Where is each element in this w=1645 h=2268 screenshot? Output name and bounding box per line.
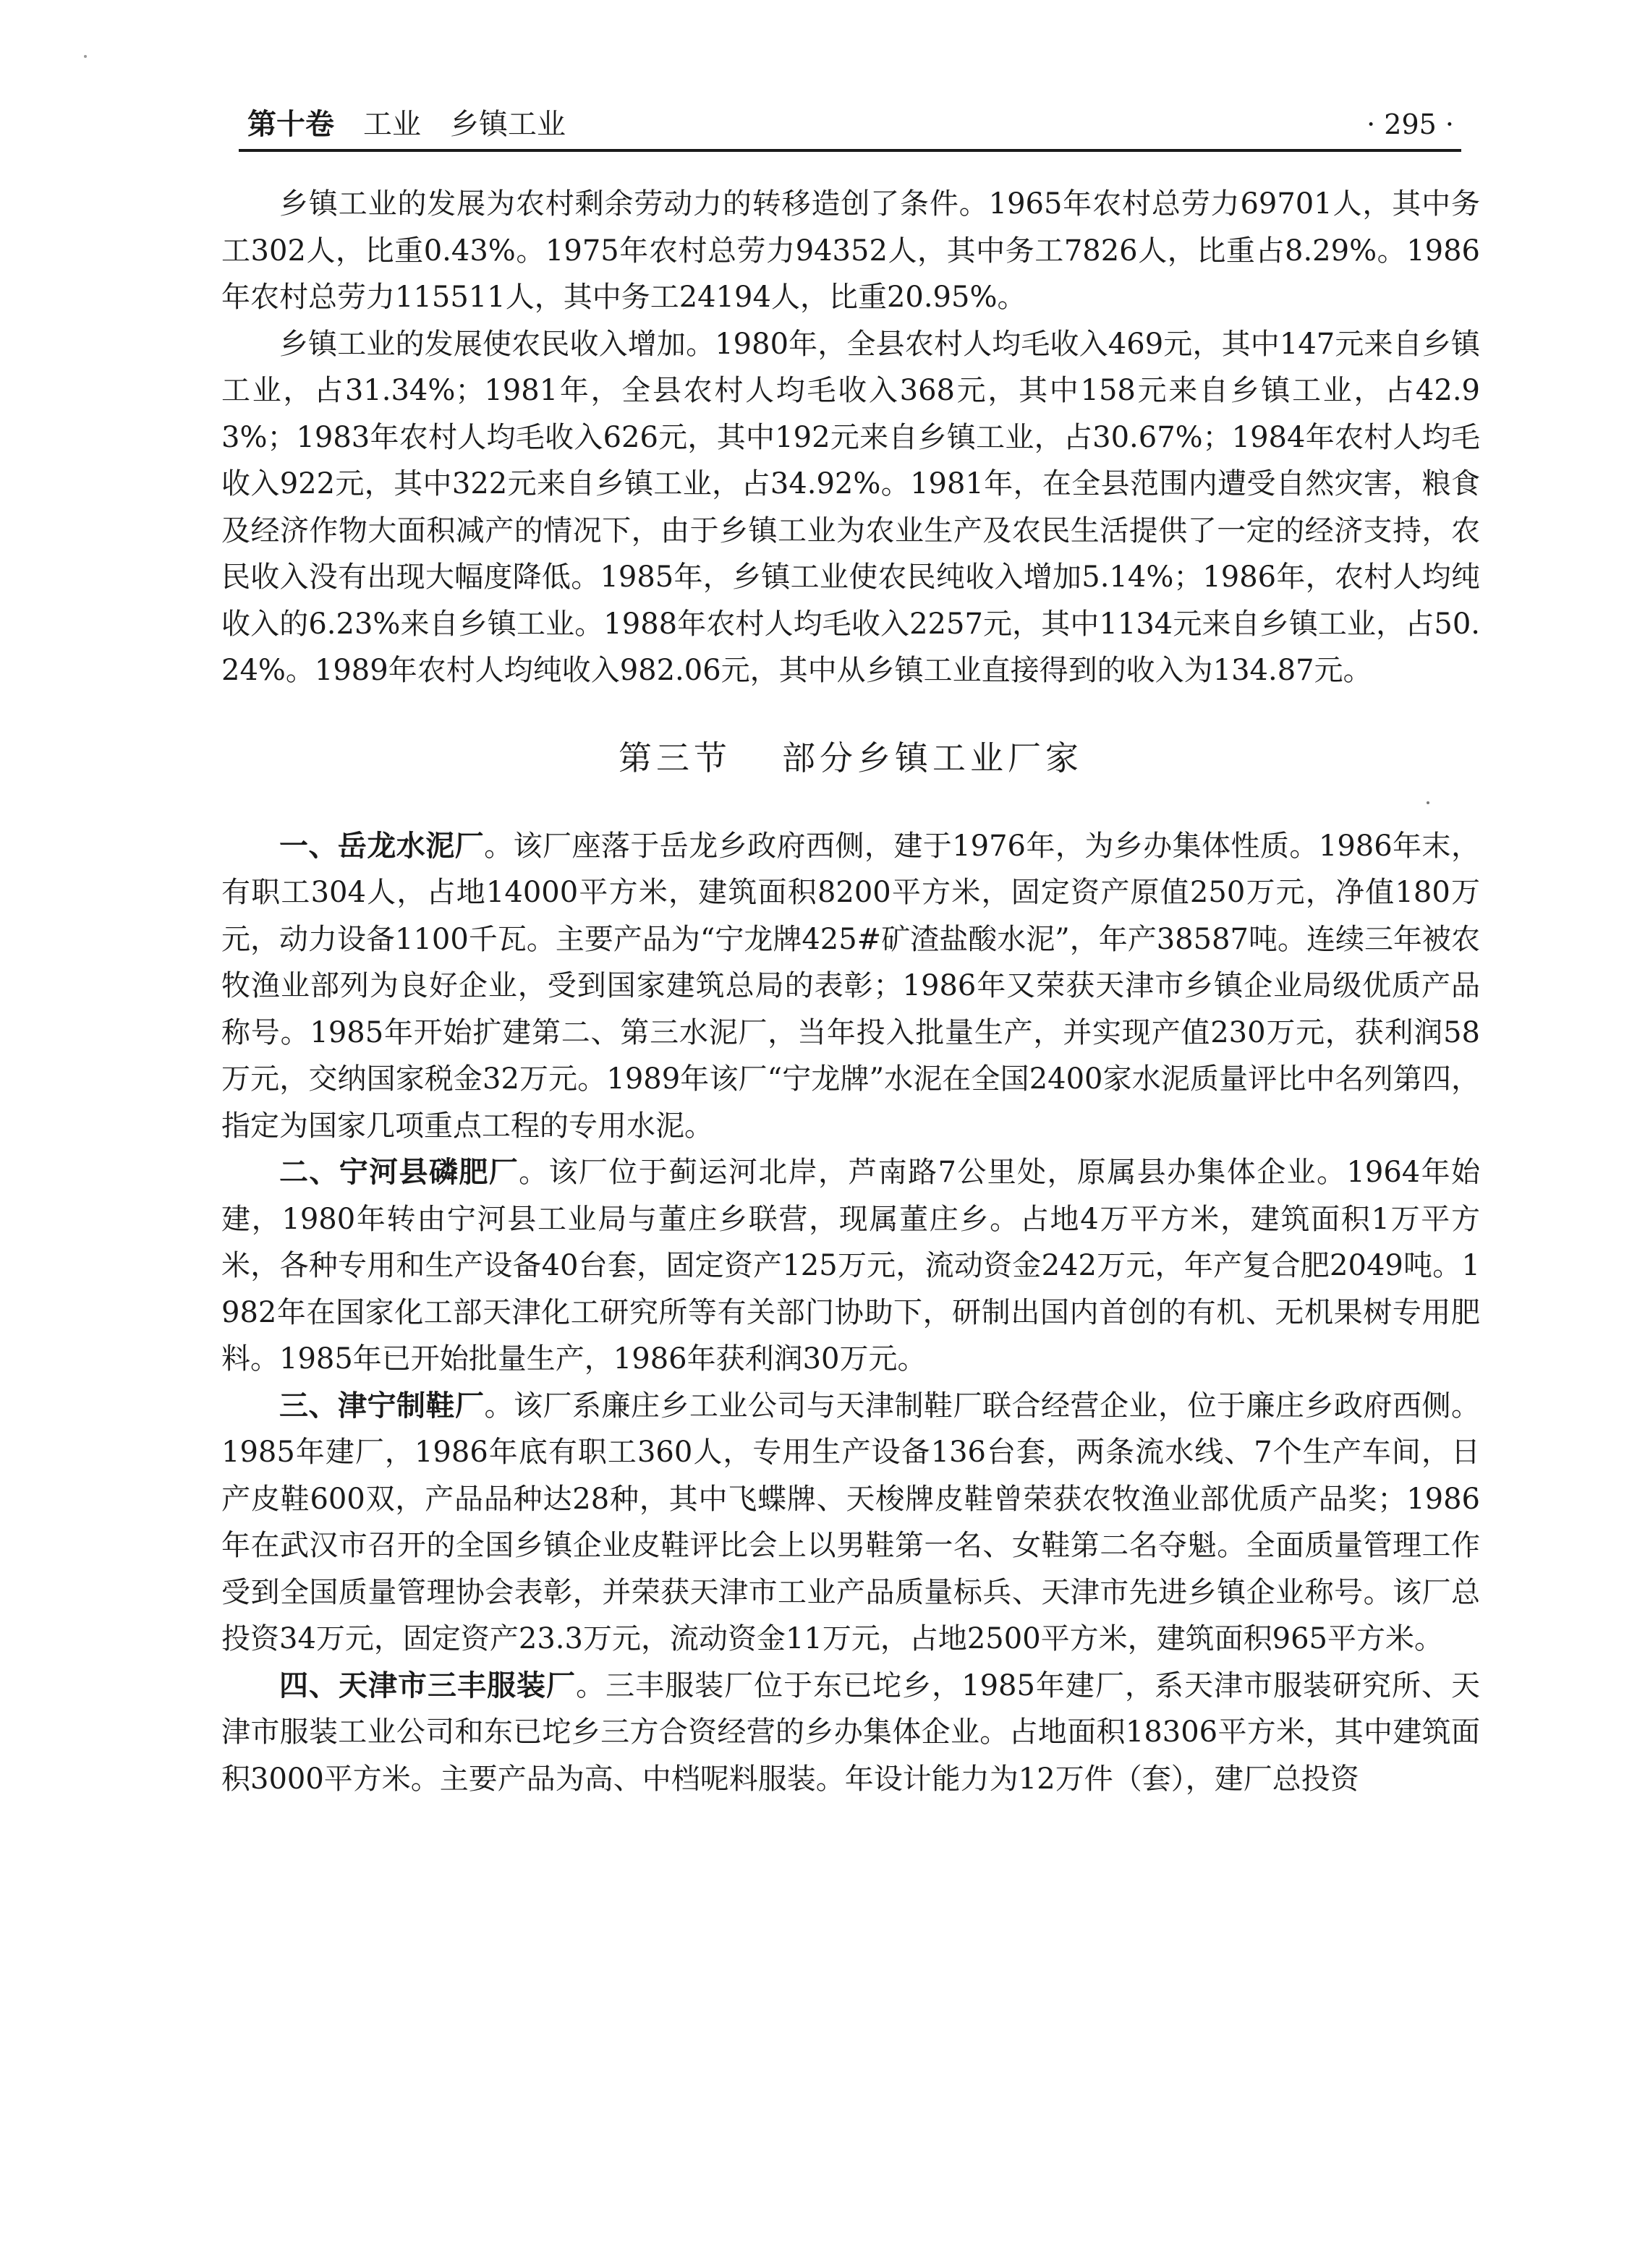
header-title-group bbox=[247, 106, 566, 143]
category-label: 工业 bbox=[363, 108, 421, 141]
page-number: · 295 · bbox=[1366, 108, 1454, 140]
factory-entry bbox=[221, 1663, 1480, 1803]
paragraph-labor-transfer: 乡镇工业的发展为农村剩余劳动力的转移造创了条件。1965年农村总劳力69701人，其中务工302人，比重0.43%。1975年农村总劳力94352人，其中务工7826人，比重占8.29%。1986年农村总劳力115511人，其中务工24194人，比重20.95%。 bbox=[221, 187, 1480, 314]
factory-entry bbox=[221, 1149, 1480, 1383]
volume-label: 第十卷 bbox=[247, 108, 334, 141]
factory-name: 二、宁河县磷肥厂 bbox=[279, 1156, 519, 1189]
factory-name: 一、岳龙水泥厂 bbox=[279, 829, 485, 863]
factory-description: 。三丰服装厂位于东已坨乡，1985年建厂，系天津市服装研究所、天津市服装工业公司和东已坨乡三方合资经营的乡办集体企业。占地面积18306平方米，其中建筑面积3000平方米。主要产品为高、中档呢料服装。年设计能力为12万件（套），建厂总投资 bbox=[221, 1668, 1481, 1796]
section-number: 第三节 bbox=[619, 738, 731, 777]
factory-description: 。该厂系廉庄乡工业公司与天津制鞋厂联合经营企业，位于廉庄乡政府西侧。1985年建厂，1986年底有职工360人，专用生产设备136台套，两条流水线、7个生产车间，日产皮鞋600双，产品品种达28种，其中飞蝶牌、天梭牌皮鞋曾荣获农牧渔业部优质产品奖；1986年在武汉市召开的全国乡镇企业皮鞋评比会上以男鞋第一名、女鞋第二名夺魁。全面质量管理工作受到全国质量管理协会表彰，并荣获天津市工业产品质量标兵、天津市先进乡镇企业称号。该厂总投资34万元，固定资产23.3万元，流动资金11万元，占地2500平方米，建筑面积965平方米。 bbox=[221, 1389, 1480, 1655]
running-header bbox=[239, 100, 1461, 150]
subcategory-label: 乡镇工业 bbox=[450, 108, 566, 141]
factory-name: 三、津宁制鞋厂 bbox=[279, 1389, 485, 1423]
header-rule bbox=[239, 149, 1461, 152]
section-heading bbox=[221, 729, 1480, 787]
section-title: 部分乡镇工业厂家 bbox=[782, 738, 1083, 777]
factory-entry bbox=[221, 823, 1480, 1150]
factory-entry bbox=[221, 1383, 1480, 1663]
factory-description: 。该厂位于蓟运河北岸，芦南路7公里处，原属县办集体企业。1964年始建，1980年转由宁河县工业局与董庄乡联营，现属董庄乡。占地4万平方米，建筑面积1万平方米，各种专用和生产设备40台套，固定资产125万元，流动资金242万元，年产复合肥2049吨。1982年在国家化工部天津化工研究所等有关部门协助下，研制出国内首创的有机、无机果树专用肥料。1985年已开始批量生产，1986年获利润30万元。 bbox=[221, 1156, 1480, 1376]
factory-description: 。该厂座落于岳龙乡政府西侧，建于1976年，为乡办集体性质。1986年末，有职工304人，占地14000平方米，建筑面积8200平方米，固定资产原值250万元，净值180万元，动力设备1100千瓦。主要产品为“宁龙牌425#矿渣盐酸水泥”，年产38587吨。连续三年被农牧渔业部列为良好企业，受到国家建筑总局的表彰；1986年又荣获天津市乡镇企业局级优质产品称号。1985年开始扩建第二、第三水泥厂，当年投入批量生产，并实现产值230万元，获利润58万元，交纳国家税金32万元。1989年该厂“宁龙牌”水泥在全国2400家水泥质量评比中名列第四，指定为国家几项重点工程的专用水泥。 bbox=[221, 829, 1481, 1143]
paragraph-income-growth: 乡镇工业的发展使农民收入增加。1980年，全县农村人均毛收入469元，其中147元来自乡镇工业，占31.34%；1981年，全县农村人均毛收入368元，其中158元来自乡镇工业，占42.93%；1983年农村人均毛收入626元，其中192元来自乡镇工业，占30.67%；1984年农村人均毛收入922元，其中322元来自乡镇工业，占34.92%。1981年，在全县范围内遭受自然灾害，粮食及经济作物大面积减产的情况下，由于乡镇工业为农业生产及农民生活提供了一定的经济支持，农民收入没有出现大幅度降低。1985年，乡镇工业使农民纯收入增加5.14%；1986年，农村人均纯收入的6.23%来自乡镇工业。1988年农村人均毛收入2257元，其中1134元来自乡镇工业，占50.24%。1989年农村人均纯收入982.06元，其中从乡镇工业直接得到的收入为134.87元。 bbox=[221, 327, 1480, 687]
body-text bbox=[221, 181, 1480, 1802]
scan-speck bbox=[84, 55, 87, 58]
factory-name: 四、天津市三丰服装厂 bbox=[279, 1668, 577, 1702]
